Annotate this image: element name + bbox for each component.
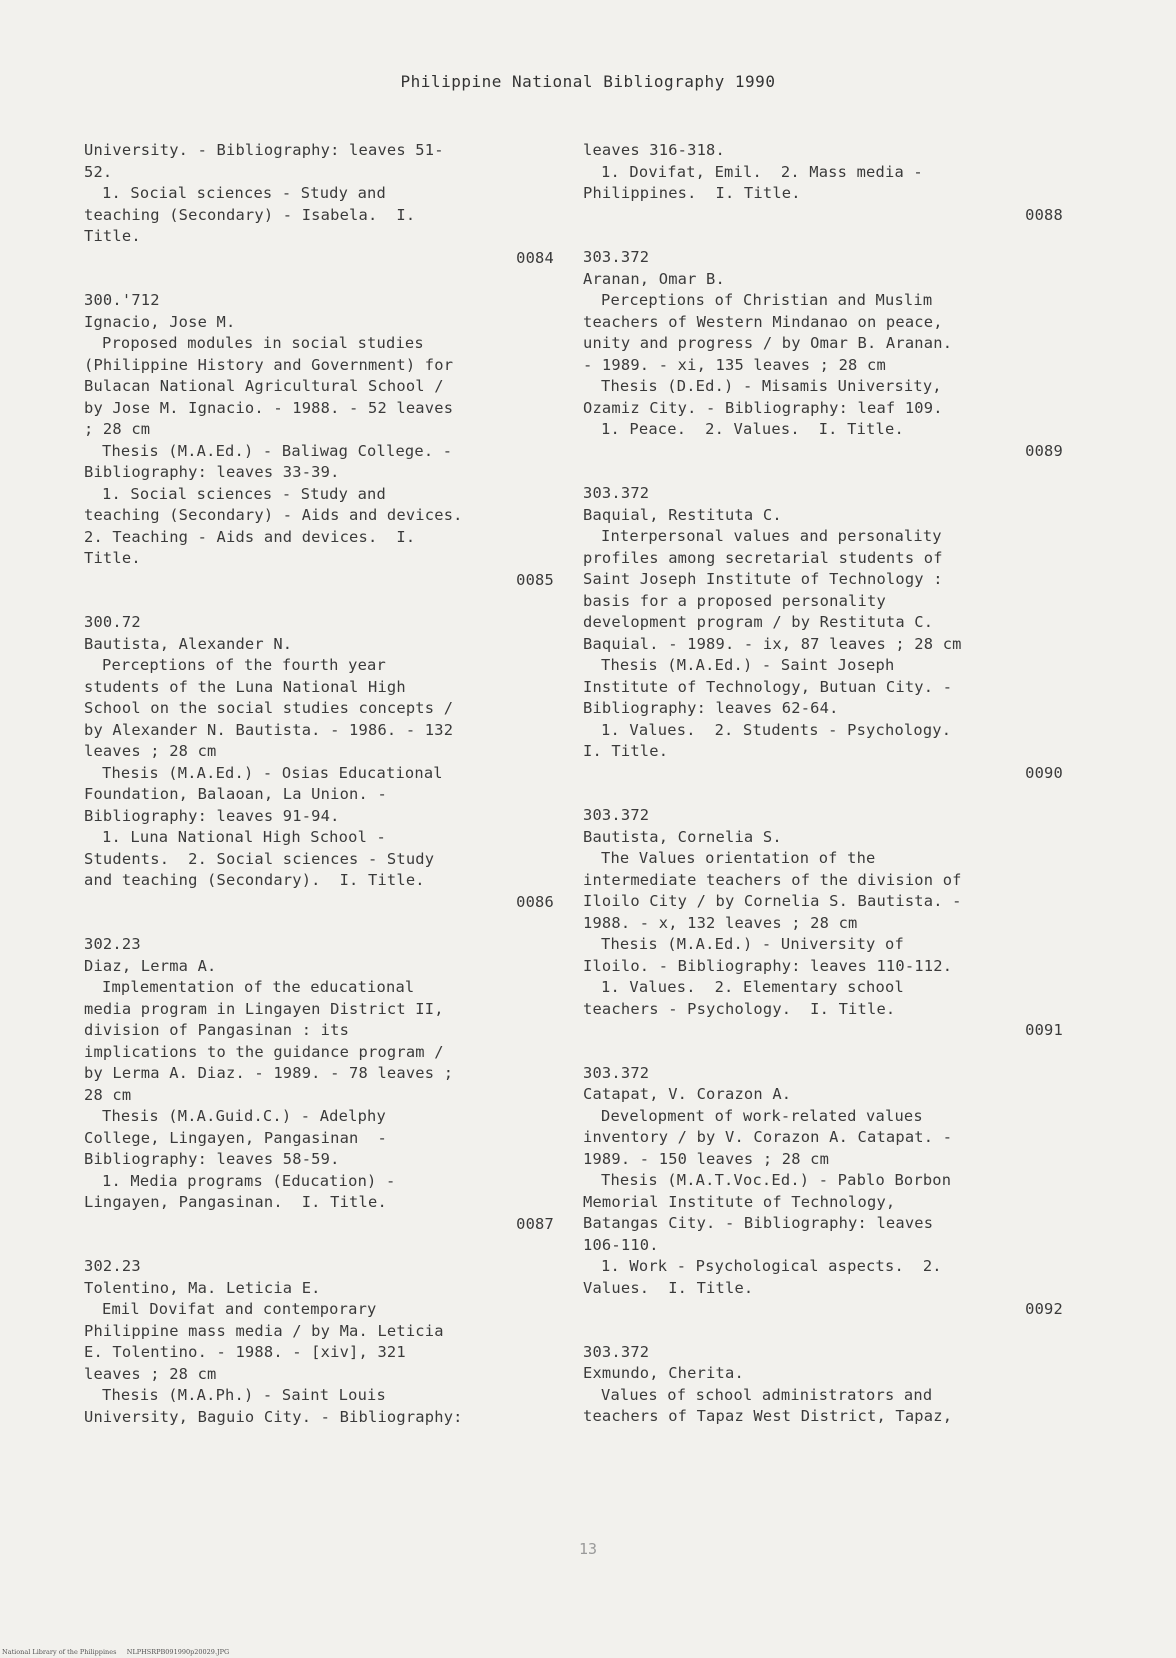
entry-line: Institute of Technology, Butuan City. - (583, 677, 953, 696)
entry-separator (583, 1321, 1063, 1342)
entry-line: 300.72 (84, 613, 141, 631)
entry-line: 1. Social sciences - Study and (102, 484, 386, 503)
entry-line: 28 cm (84, 1085, 132, 1104)
entry-line: Iloilo City / by Cornelia S. Bautista. - (583, 892, 962, 910)
entry-line: University, Baguio City. - Bibliography: (84, 1407, 463, 1426)
entry-line: Aranan, Omar B. (583, 269, 725, 288)
entry-line: Philippine mass media / by Ma. Leticia (84, 1321, 444, 1340)
entry-line: Bulacan National Agricultural School / (84, 377, 444, 395)
entry-line: by Alexander N. Bautista. - 1986. - 132 (84, 720, 454, 739)
entry-line: Memorial Institute of Technology, (583, 1192, 896, 1211)
entry-line: intermediate teachers of the division of (583, 870, 962, 889)
entry-line: leaves ; 28 cm (84, 1364, 217, 1383)
entry-number: 0091 (1025, 1021, 1063, 1039)
entry-line: 106-110. (583, 1235, 659, 1254)
entry-line: Catapat, V. Corazon A. (583, 1085, 792, 1103)
entry-line: teachers of Western Mindanao on peace, (583, 312, 943, 331)
entry-number: 0086 (516, 892, 554, 911)
entry-line: I. Title. (583, 742, 669, 760)
entry-line: teachers of Tapaz West District, Tapaz, (583, 1407, 953, 1425)
entry-separator (583, 462, 1063, 483)
entry-separator (583, 784, 1063, 805)
entry-line: profiles among secretarial students of (583, 548, 943, 567)
entry-line: Bautista, Cornelia S. (583, 827, 782, 846)
entry-line: College, Lingayen, Pangasinan - (84, 1128, 387, 1147)
running-title: Philippine National Bibliography 1990 (400, 72, 776, 91)
entry-line: Foundation, Balaoan, La Union. - (84, 785, 387, 803)
entry-line: Tolentino, Ma. Leticia E. (84, 1278, 321, 1297)
entry-line: Batangas City. - Bibliography: leaves (583, 1214, 934, 1232)
entry-line: Baquial, Restituta C. (583, 505, 782, 524)
entry-line: students of the Luna National High (84, 677, 406, 696)
entry-line: Thesis (M.A.T.Voc.Ed.) - Pablo Borbon (601, 1171, 952, 1189)
entry-line: Lingayen, Pangasinan. I. Title. (84, 1193, 387, 1211)
entry-number: 0089 (1025, 441, 1063, 460)
entry-line: 1. Luna National High School - (102, 828, 386, 846)
entry-line: Ignacio, Jose M. (84, 312, 236, 331)
entry-line: Title. (84, 549, 141, 567)
page-header (0, 72, 1176, 91)
entry-line: Values of school administrators and (601, 1385, 933, 1404)
entry-separator (84, 591, 554, 612)
entry-separator (84, 269, 554, 290)
entry-line: - 1989. - xi, 135 leaves ; 28 cm (583, 355, 886, 374)
entry-line: 303.372 (583, 484, 650, 502)
entry-line: University. - Bibliography: leaves 51- (84, 141, 444, 159)
entry-line: and teaching (Secondary). I. Title. (84, 871, 425, 889)
entry-line: Thesis (M.A.Ph.) - Saint Louis (102, 1386, 386, 1404)
entry-line: ; 28 cm (84, 420, 151, 438)
entry-separator (84, 913, 554, 934)
entry-number: 0084 (516, 248, 554, 267)
entry-line: 300.'712 (84, 291, 160, 309)
entry-line: 303.372 (583, 1063, 650, 1082)
entry-line: Thesis (M.A.Guid.C.) - Adelphy (102, 1107, 386, 1125)
entry-line: Iloilo. - Bibliography: leaves 110-112. (583, 956, 953, 975)
entry-line: Thesis (M.A.Ed.) - University of (601, 935, 904, 953)
entry-line: Bibliography: leaves 58-59. (84, 1150, 340, 1168)
entry-number: 0090 (1025, 763, 1063, 782)
entry-line: 302.23 (84, 935, 141, 953)
entry-number: 0085 (516, 570, 554, 589)
entry-line: Proposed modules in social studies (102, 334, 424, 352)
entry-line: by Jose M. Ignacio. - 1988. - 52 leaves (84, 398, 454, 417)
entry-line: Values. I. Title. (583, 1278, 754, 1297)
entry-line: inventory / by V. Corazon A. Catapat. - (583, 1128, 953, 1146)
entry-line: media program in Lingayen District II, (84, 999, 444, 1018)
entry-line: 1. Work - Psychological aspects. 2. (601, 1257, 942, 1275)
entry-line: 1. Social sciences - Study and (102, 184, 386, 202)
entry-line: teaching (Secondary) - Aids and devices. (84, 506, 463, 524)
entry-line: 1. Media programs (Education) - (102, 1171, 396, 1190)
entry-line: Perceptions of Christian and Muslim (601, 291, 933, 309)
entry-separator (583, 1042, 1063, 1063)
entry-line: 52. (84, 162, 113, 181)
entry-line: (Philippine History and Government) for (84, 355, 454, 374)
entry-line: Baquial. - 1989. - ix, 87 leaves ; 28 cm (583, 634, 962, 653)
entry-number: 0088 (1025, 205, 1063, 224)
entry-line: Philippines. I. Title. (583, 184, 801, 202)
entry-line: 1. Values. 2. Students - Psychology. (601, 720, 952, 739)
entry-line: Ozamiz City. - Bibliography: leaf 109. (583, 398, 943, 417)
entry-line: 303.372 (583, 806, 650, 824)
entry-line: Bautista, Alexander N. (84, 634, 293, 653)
entry-separator (84, 1235, 554, 1256)
scan-footer: National Library of the Philippines NLPHSRPB091990p20029.JPG (2, 1648, 230, 1656)
entry-line: development program / by Restituta C. (583, 613, 934, 631)
entry-line: Thesis (M.A.Ed.) - Osias Educational (102, 763, 443, 782)
entry-line: Bibliography: leaves 62-64. (583, 699, 839, 717)
entry-line: 2. Teaching - Aids and devices. I. (84, 527, 416, 546)
entry-line: by Lerma A. Diaz. - 1989. - 78 leaves ; (84, 1064, 454, 1082)
entry-line: teaching (Secondary) - Isabela. I. (84, 205, 416, 224)
entry-line: implications to the guidance program / (84, 1042, 444, 1061)
entry-line: 1. Peace. 2. Values. I. Title. (601, 420, 904, 438)
entry-line: E. Tolentino. - 1988. - [xiv], 321 (84, 1343, 406, 1361)
entry-line: Development of work-related values (601, 1106, 923, 1125)
entry-line: Bibliography: leaves 33-39. (84, 463, 340, 481)
entry-separator (583, 226, 1063, 247)
entry-line: unity and progress / by Omar B. Aranan. (583, 334, 953, 352)
entry-number: 0092 (1025, 1300, 1063, 1318)
entry-line: Perceptions of the fourth year (102, 656, 386, 674)
entry-line: division of Pangasinan : its (84, 1021, 350, 1039)
entry-line: Implementation of the educational (102, 978, 415, 996)
entry-line: Thesis (M.A.Ed.) - Baliwag College. - (102, 441, 453, 460)
page-number: 13 (578, 1540, 598, 1558)
entry-line: teachers - Psychology. I. Title. (583, 999, 896, 1018)
entry-line: leaves ; 28 cm (84, 742, 217, 760)
entry-line: Interpersonal values and personality (601, 527, 942, 545)
left-column (84, 140, 554, 1428)
entry-line: 303.372 (583, 248, 650, 266)
entry-line: 303.372 (583, 1342, 650, 1361)
right-column (583, 140, 1063, 1428)
entry-line: Diaz, Lerma A. (84, 956, 217, 975)
entry-line: Students. 2. Social sciences - Study (84, 849, 435, 868)
entry-line: Thesis (M.A.Ed.) - Saint Joseph (601, 656, 895, 674)
entry-line: Title. (84, 227, 141, 245)
entry-line: Saint Joseph Institute of Technology : (583, 570, 943, 588)
entry-line: Exmundo, Cherita. (583, 1364, 744, 1382)
entry-line: 302.23 (84, 1257, 141, 1275)
entry-line: 1989. - 150 leaves ; 28 cm (583, 1149, 830, 1168)
entry-number: 0087 (516, 1214, 554, 1233)
entry-line: The Values orientation of the (601, 849, 876, 867)
entry-line: leaves 316-318. (583, 141, 725, 159)
entry-line: basis for a proposed personality (583, 591, 886, 610)
entry-line: School on the social studies concepts / (84, 699, 454, 717)
entry-line: Emil Dovifat and contemporary (102, 1300, 377, 1318)
entry-line: 1988. - x, 132 leaves ; 28 cm (583, 913, 858, 932)
entry-line: Bibliography: leaves 91-94. (84, 806, 340, 825)
entry-line: Thesis (D.Ed.) - Misamis University, (601, 377, 942, 395)
entry-line: 1. Dovifat, Emil. 2. Mass media - (601, 162, 923, 181)
entry-line: 1. Values. 2. Elementary school (601, 978, 904, 996)
